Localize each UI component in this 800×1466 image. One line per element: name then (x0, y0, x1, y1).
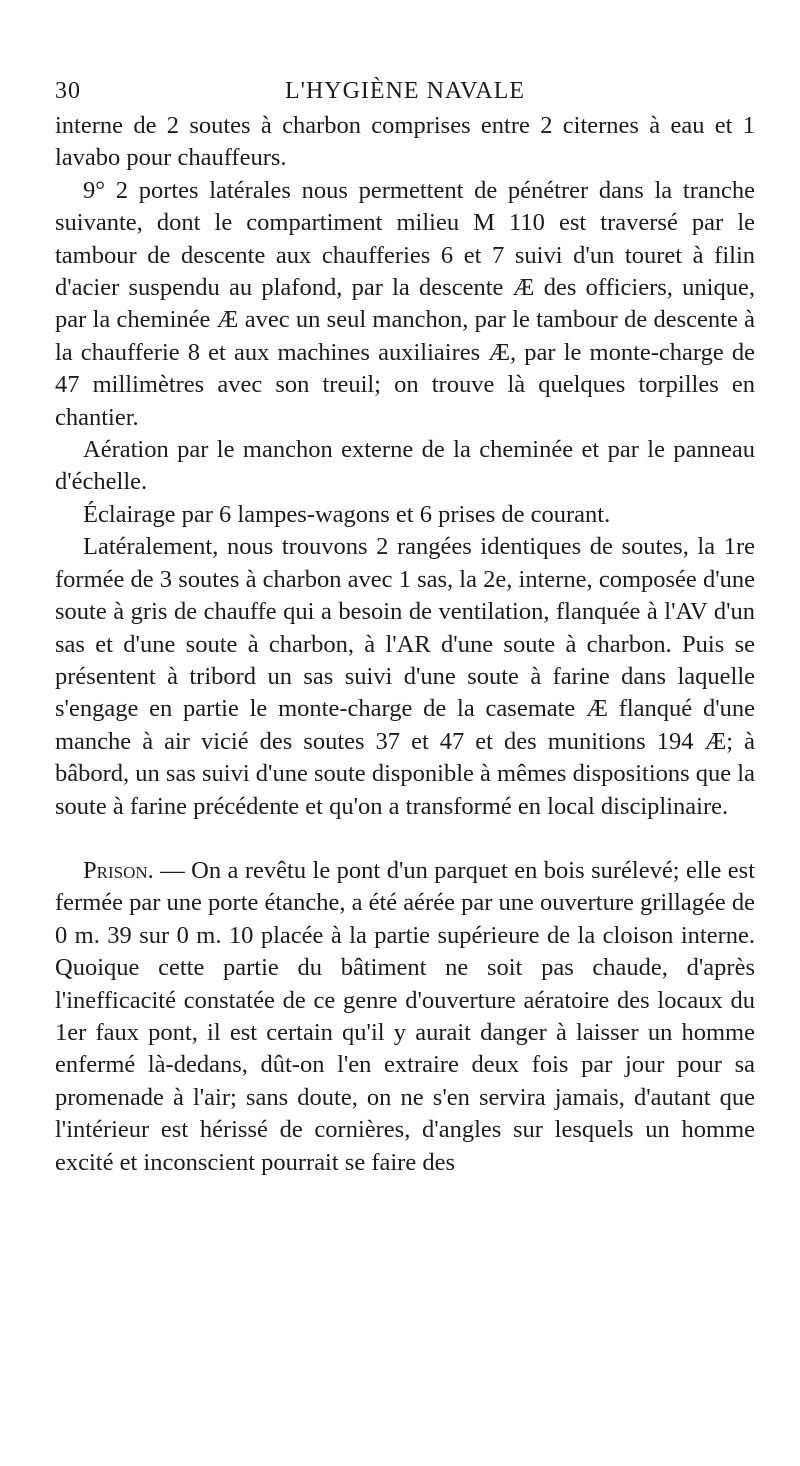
paragraph: Aération par le manchon externe de la cheminée et par le panneau d'échelle. (55, 436, 755, 496)
running-title: L'HYGIÈNE NAVALE (284, 78, 526, 104)
prison-text: — On a revêtu le pont d'un parquet en bois surélevé; elle est fermée par une porte étanche, a été aérée par une ouverture grillagée de 0 m. 39 sur 0 m. 10 placée à la partie supérieure de la cloison interne. Quoique cette partie du bâtiment ne soit pas chaude, d'après l'inefficacité constatée de ce genre d'ouverture aératoire des locaux du 1er faux pont, il est certain qu'il y aurait danger à laisser un homme enfermé là-dedans, dût-on l'en extraire deux fois par jour pour sa promenade à l'air; sans doute, on ne s'en servira jamais, d'autant que l'intérieur est hérissé de cornières, d'angles sur lesquels un homme excité et inconscient pourrait se faire des (55, 856, 755, 1176)
page (55, 70, 755, 1179)
prison-paragraph (55, 855, 755, 1179)
paragraph: 9° 2 portes latérales nous permettent de pénétrer dans la tranche suivante, dont le compartiment milieu M 110 est traversé par le tambour de descente aux chaufferies 6 et 7 suivi d'un touret à filin d'acier suspendu au plafond, par la descente Æ des officiers, unique, par la cheminée Æ avec un seul manchon, par le tambour de descente à la chaufferie 8 et aux machines auxiliaires Æ, par le monte-charge de 47 millimètres avec son treuil; on trouve là quelques torpilles en chantier. (55, 176, 755, 431)
paragraph: Éclairage par 6 lampes-wagons et 6 prises de courant. (83, 500, 611, 528)
paragraph: interne de 2 soutes à charbon comprises entre 2 citernes à eau et 1 lavabo pour chauffeurs. (55, 112, 755, 172)
body-text (55, 110, 755, 1179)
paragraph: Latéralement, nous trouvons 2 rangées identiques de soutes, la 1re formée de 3 soutes à charbon avec 1 sas, la 2e, interne, composée d'une soute à gris de chauffe qui a besoin de ventilation, flanquée à l'AV d'un sas et d'une soute à charbon, à l'AR d'une soute à charbon. Puis se présentent à tribord un sas suivi d'une soute à farine dans laquelle s'engage en partie le monte-charge de la casemate Æ flanqué d'une manche à air vicié des soutes 37 et 47 et des munitions 194 Æ; à bâbord, un sas suivi d'une soute disponible à mêmes dispositions que la soute à farine précédente et qu'on a transformé en local disciplinaire. (55, 533, 755, 820)
prison-heading: Prison. (83, 856, 154, 884)
page-header (55, 70, 755, 110)
page-number: 30 (55, 78, 81, 104)
